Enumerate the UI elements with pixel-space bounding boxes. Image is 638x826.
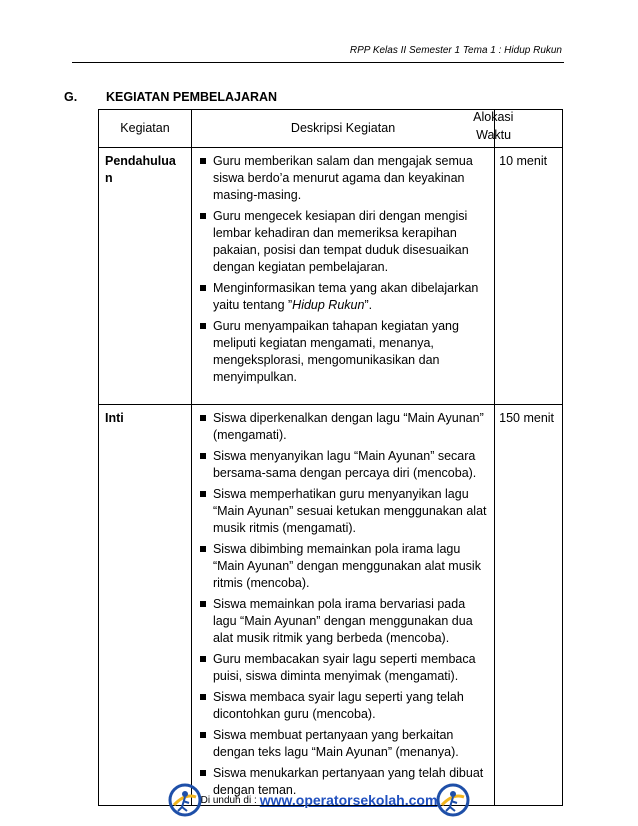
school-logo-icon xyxy=(168,783,202,817)
header-rule xyxy=(72,62,564,63)
list-item: Siswa memainkan pola irama bervariasi pada lagu “Main Ayunan” dengan menggunakan dua alat musik ritmik yang berbeda (mencoba). xyxy=(198,596,488,647)
footer-link[interactable]: www.operatorsekolah.com xyxy=(259,792,438,808)
row-alokasi-waktu: 150 menit xyxy=(495,405,563,806)
header-alokasi-line2: Waktu xyxy=(476,128,512,142)
list-item: Guru memberikan salam dan mengajak semua siswa berdo’a menurut agama dan keyakinan masing-masing. xyxy=(198,153,488,204)
list-item: Siswa dibimbing memainkan pola irama lagu “Main Ayunan” dengan menggunakan alat musik ritmis (mencoba). xyxy=(198,541,488,592)
school-logo-icon xyxy=(436,783,470,817)
row-kegiatan-name: Pendahulua n xyxy=(99,148,192,405)
list-item-text: Menginformasikan tema yang akan dibelajarkan yaitu tentang ” xyxy=(212,281,479,312)
table-header-row xyxy=(99,110,563,148)
section-heading xyxy=(64,90,277,104)
list-item: Guru mengecek kesiapan diri dengan mengisi lembar kehadiran dan memeriksa kerapihan pakaian, posisi dan tempat duduk disesuaikan dengan kegiatan pembelajaran. xyxy=(198,208,488,276)
header-kegiatan: Kegiatan xyxy=(99,110,192,148)
section-letter: G. xyxy=(64,90,78,104)
header-alokasi xyxy=(473,110,563,148)
kegiatan-table xyxy=(98,109,563,806)
row-deskripsi xyxy=(191,405,494,806)
list-item: Siswa membuat pertanyaan yang berkaitan dengan teks lagu “Main Ayunan” (menanya). xyxy=(198,727,488,761)
list-item: Siswa memperhatikan guru menyanyikan lagu “Main Ayunan” sesuai ketukan menggunakan alat musik ritmis (mengamati). xyxy=(198,486,488,537)
header-deskripsi: Deskripsi Kegiatan xyxy=(191,110,494,148)
list-item: Siswa menukarkan pertanyaan yang telah dibuat dengan teman. xyxy=(198,765,488,799)
list-item: Guru menyampaikan tahapan kegiatan yang meliputi kegiatan mengamati, menanya, mengeksplorasi, mengomunikasikan dan menyimpulkan. xyxy=(198,318,488,386)
row-alokasi-waktu: 10 menit xyxy=(495,148,563,405)
list-item: Guru membacakan syair lagu seperti membaca puisi, siswa diminta menyimak (mengamati). xyxy=(198,651,488,685)
footer-label: Di unduh di : xyxy=(200,794,257,806)
table-row xyxy=(99,148,563,405)
list-item: Siswa diperkenalkan dengan lagu “Main Ayunan” (mengamati). xyxy=(198,410,488,444)
list-item: Siswa membaca syair lagu seperti yang telah dicontohkan guru (mencoba). xyxy=(198,689,488,723)
list-item-italic: Hidup Rukun xyxy=(292,298,365,312)
running-header: RPP Kelas II Semester 1 Tema 1 : Hidup Rukun xyxy=(349,45,562,56)
row-deskripsi xyxy=(191,148,494,405)
list-item xyxy=(198,280,488,314)
list-item: Siswa menyanyikan lagu “Main Ayunan” secara bersama-sama dengan percaya diri (mencoba). xyxy=(198,448,488,482)
list-item-end: ”. xyxy=(364,298,373,312)
header-alokasi-line1: Alokasi xyxy=(473,110,514,124)
table-row xyxy=(99,405,563,806)
row-kegiatan-name: Inti xyxy=(99,405,192,806)
section-title: KEGIATAN PEMBELAJARAN xyxy=(106,90,278,104)
page-footer xyxy=(168,783,470,817)
